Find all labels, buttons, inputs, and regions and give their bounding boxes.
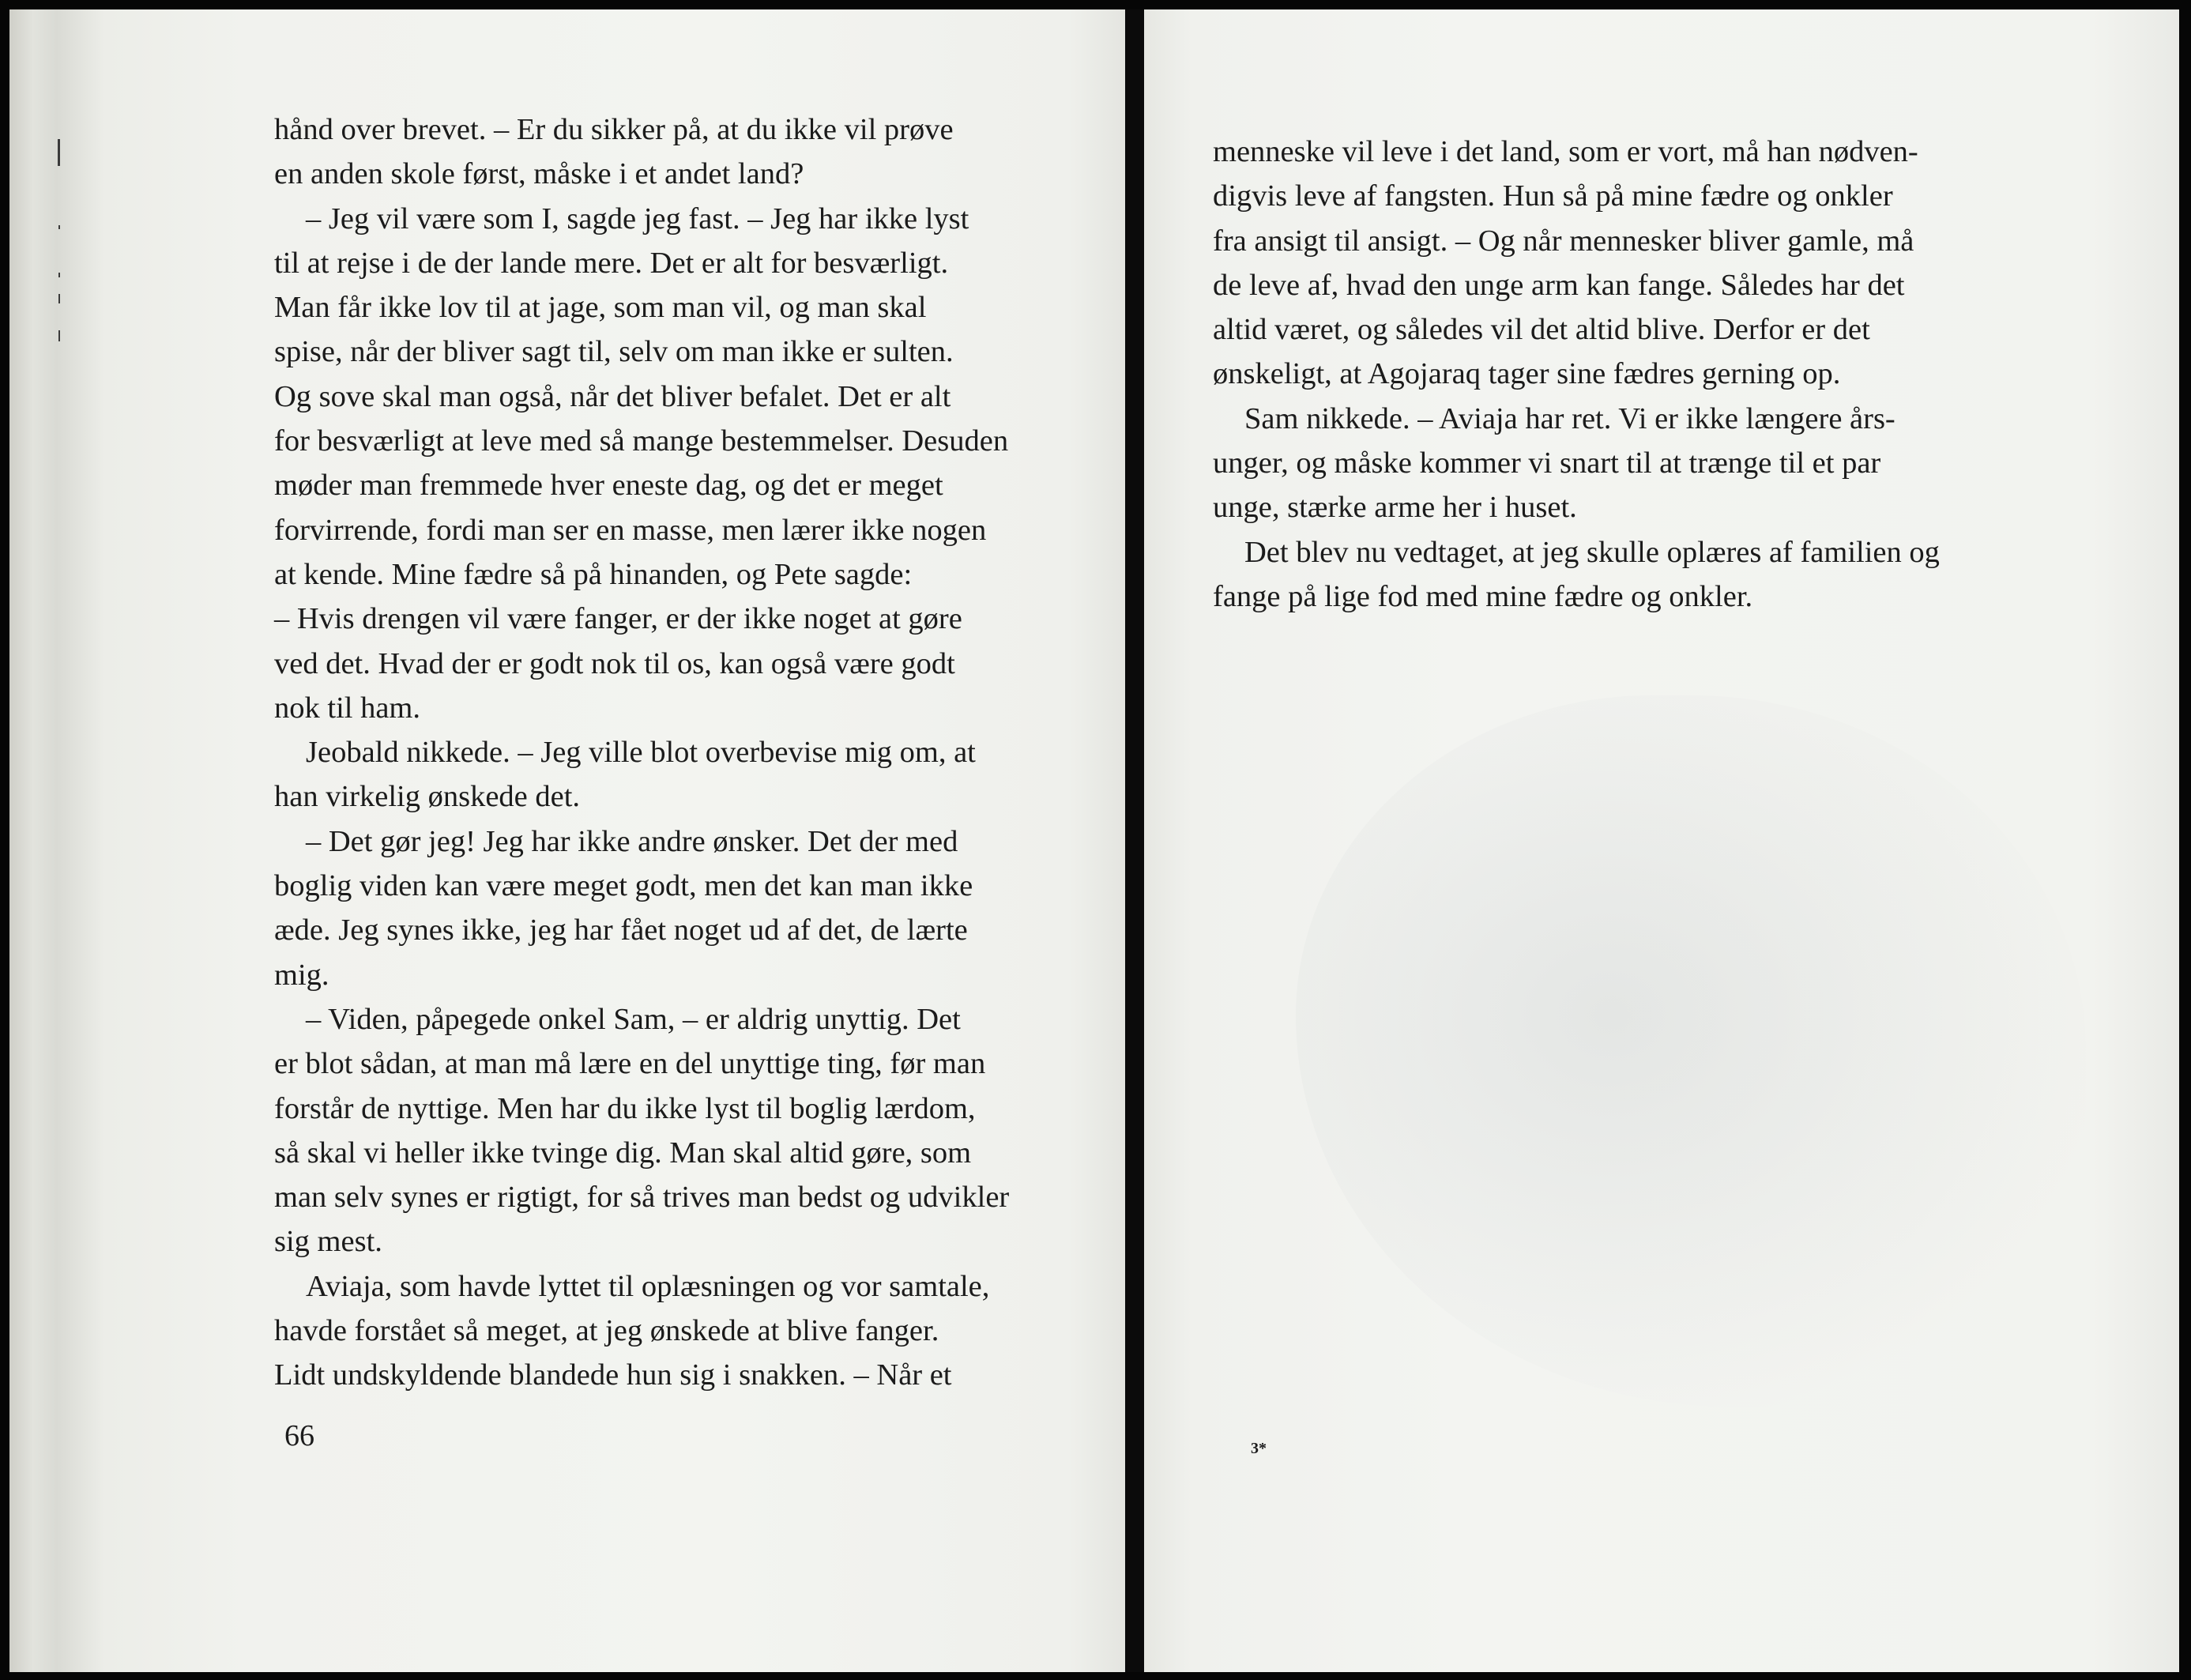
text-line: møder man fremmede hver eneste dag, og det er meget	[274, 469, 943, 503]
text-line: Og sove skal man også, når det bliver befalet. Det er alt	[274, 379, 951, 413]
text-line: er blot sådan, at man må lære en del unyttige ting, før man	[274, 1047, 986, 1081]
text-line: Jeobald nikkede. – Jeg ville blot overbevise mig om, at	[306, 736, 976, 770]
text-line: altid været, og således vil det altid blive. Derfor er det	[1213, 313, 1870, 347]
book-gutter	[1125, 9, 1144, 1672]
text-line: boglig viden kan være meget godt, men det kan man ikke	[274, 869, 973, 903]
left-page-text	[274, 107, 1052, 1398]
margin-mark	[58, 225, 60, 229]
text-line: unge, stærke arme her i huset.	[1213, 491, 1577, 525]
text-line: Aviaja, som havde lyttet til oplæsningen og vor samtale,	[306, 1269, 990, 1303]
text-line: menneske vil leve i det land, som er vort, må han nødven-	[1213, 135, 1918, 168]
text-line: spise, når der bliver sagt til, selv om man ikke er sulten.	[274, 335, 954, 369]
text-line: unger, og måske kommer vi snart til at trænge til et par	[1213, 446, 1881, 480]
margin-mark	[58, 294, 60, 303]
text-line: havde forstået så meget, at jeg ønskede at blive fanger.	[274, 1314, 939, 1348]
text-line: fange på lige fod med mine fædre og onkler.	[1213, 579, 1753, 613]
text-line: mig.	[274, 958, 329, 992]
text-line: Man får ikke lov til at jage, som man vil, og man skal	[274, 291, 927, 325]
text-line: ønskeligt, at Agojaraq tager sine fædres gerning op.	[1213, 357, 1841, 391]
text-line: fra ansigt til ansigt. – Og når mennesker bliver gamle, må	[1213, 224, 1914, 258]
text-line: en anden skole først, måske i et andet land?	[274, 157, 804, 191]
text-line: hånd over brevet. – Er du sikker på, at du ikke vil prøve	[274, 113, 954, 146]
text-line: at kende. Mine fædre så på hinanden, og Pete sagde:	[274, 557, 913, 591]
right-page-text	[1213, 130, 1995, 619]
text-line: forstår de nyttige. Men har du ikke lyst til boglig lærdom,	[274, 1091, 976, 1125]
text-line: æde. Jeg synes ikke, jeg har fået noget ud af det, de lærte	[274, 913, 968, 947]
text-line: digvis leve af fangsten. Hun så på mine fædre og onkler	[1213, 179, 1893, 213]
text-line: Det blev nu vedtaget, at jeg skulle oplæres af familien og	[1244, 535, 1940, 569]
margin-mark	[58, 273, 60, 277]
text-line: ved det. Hvad der er godt nok til os, kan også være godt	[274, 646, 955, 680]
text-line: for besværligt at leve med så mange bestemmelser. Desuden	[274, 424, 1009, 458]
text-line: Lidt undskyldende blandede hun sig i snakken. – Når et	[274, 1358, 952, 1392]
signature-mark: 3*	[1251, 1440, 1267, 1457]
margin-mark	[58, 139, 60, 166]
text-line: så skal vi heller ikke tvinge dig. Man skal altid gøre, som	[274, 1136, 972, 1170]
text-line: til at rejse i de der lande mere. Det er alt for besværligt.	[274, 246, 949, 280]
text-line: Sam nikkede. – Aviaja har ret. Vi er ikke længere års-	[1244, 401, 1895, 435]
text-line: – Viden, påpegede onkel Sam, – er aldrig unyttig. Det	[306, 1002, 961, 1036]
text-line: forvirrende, fordi man ser en masse, men lærer ikke nogen	[274, 513, 987, 547]
text-line: sig mest.	[274, 1225, 382, 1259]
text-line: han virkelig ønskede det.	[274, 780, 581, 814]
margin-mark	[58, 330, 60, 341]
show-through-illustration	[1296, 695, 2086, 1407]
page-number: 66	[284, 1419, 314, 1452]
text-line: de leve af, hvad den unge arm kan fange. Således har det	[1213, 268, 1905, 302]
text-line: – Det gør jeg! Jeg har ikke andre ønsker. Det der med	[306, 824, 958, 858]
text-line: man selv synes er rigtigt, for så trives man bedst og udvikler	[274, 1181, 1010, 1215]
text-line: – Hvis drengen vil være fanger, er der ikke noget at gøre	[274, 602, 962, 636]
text-line: nok til ham.	[274, 691, 420, 725]
text-line: – Jeg vil være som I, sagde jeg fast. – Jeg har ikke lyst	[306, 202, 969, 235]
